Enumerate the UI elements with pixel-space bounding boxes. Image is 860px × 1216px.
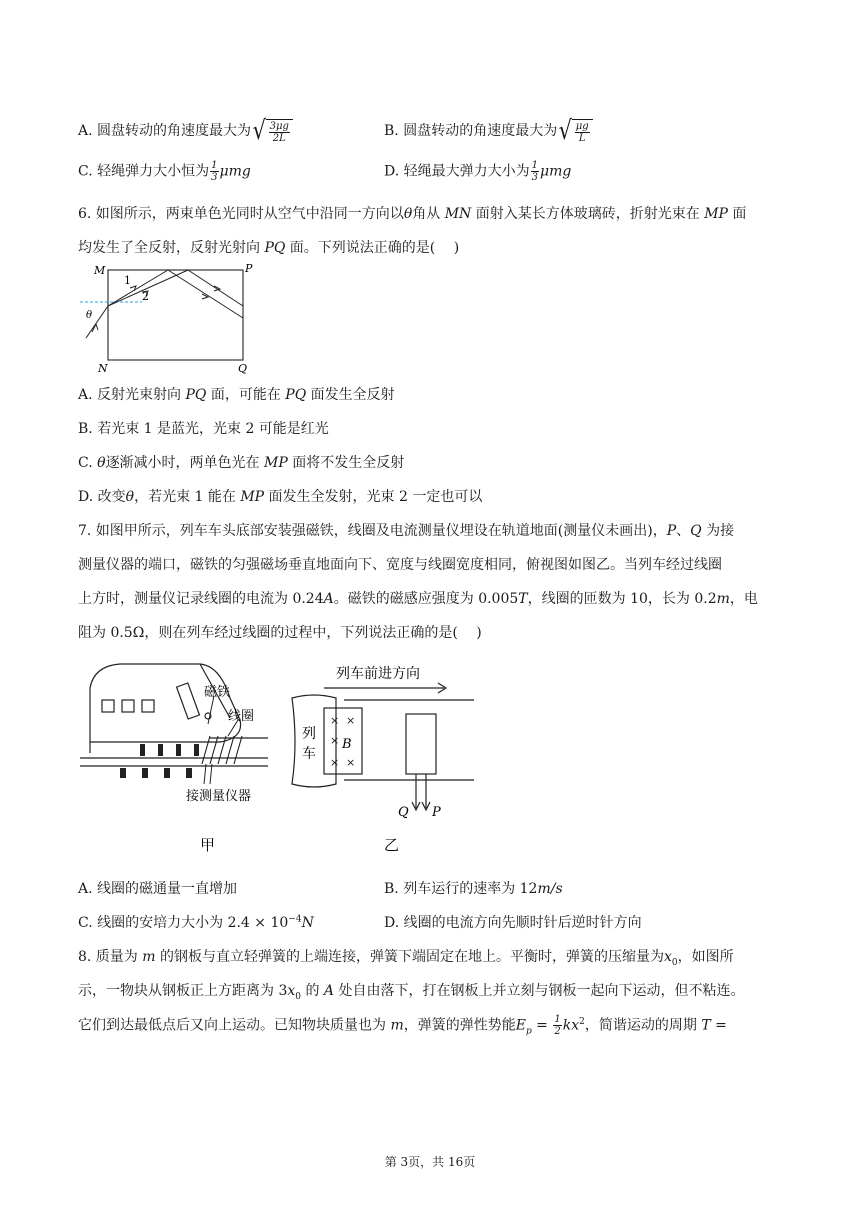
q7-unit: A — [323, 591, 334, 607]
q7-caption-yi: 乙 — [384, 836, 400, 854]
q6-stem-text: 6. 如图所示，两束单色光同时从空气中沿同一方向以 — [78, 206, 404, 222]
q6-stem-text: 角从 — [412, 206, 445, 222]
q7-stem-line2: 测量仪器的端口，磁铁的匀强磁场垂直地面向下、宽度与线圈宽度相同，俯视图如图乙。当列车经过线圈 — [78, 557, 722, 573]
q8-stem-text: 处自由落下，打在钢板上并立刻与钢板一起向下运动，但不粘连。 — [334, 983, 745, 999]
q7-stem-line1 — [78, 520, 734, 540]
q6-option-c-text: 逐渐减小时，两单色光在 — [105, 455, 265, 471]
q7-label-train-2: 车 — [302, 746, 316, 762]
q7-label-direction: 列车前进方向 — [336, 666, 420, 682]
q8-kx-sup: 2 — [579, 1016, 585, 1027]
q7-option-c-text: C. 线圈的安培力大小为 2.4 × 10 — [78, 915, 289, 931]
q6-option-a-pq: PQ — [185, 387, 207, 403]
svg-text:×: × — [330, 714, 340, 727]
q8-x-sub: 0 — [295, 991, 301, 1002]
q8-stem-text: ，弹簧的弹性势能 — [403, 1017, 516, 1034]
q8-e-sub: p — [525, 1026, 532, 1037]
q6-stem-text: 面射入某长方体玻璃砖，折射光束在 — [471, 206, 705, 222]
q7-label-b: B — [342, 737, 352, 752]
q6-option-c-mp: MP — [264, 455, 288, 471]
q7-label-coil: 线圈 — [228, 709, 255, 724]
q6-option-c — [78, 452, 404, 472]
q6-refracted-ray-1 — [108, 270, 168, 306]
q6-option-d-text: 面发生全发射，光束 2 一定也可以 — [264, 489, 483, 505]
q6-label-n: N — [98, 362, 108, 374]
q5-option-a-sqrt: √ $\frac{3\mu g}{2L}$ — [251, 116, 293, 146]
q7-option-c-exp: −4 — [288, 914, 302, 925]
q7-train-window — [142, 700, 154, 712]
q7-stem-line3 — [78, 588, 758, 608]
q7-coil-top-view — [406, 714, 436, 774]
q6-reflected-ray-1 — [168, 270, 243, 318]
q7-train-body — [90, 664, 241, 753]
q8-t: T — [701, 1017, 711, 1034]
q7-stem-text: 、 — [676, 523, 691, 539]
q7-figure-jia — [80, 658, 280, 858]
q7-option-c — [78, 912, 314, 932]
q6-label-2: 2 — [142, 290, 149, 303]
q5-option-b-num: μg — [575, 120, 589, 132]
q7-stem-text: 为接 — [701, 523, 735, 539]
q8-frac-den: 2 — [554, 1026, 561, 1037]
q5-option-b-text: B. 圆盘转动的角速度最大为 — [384, 123, 558, 139]
q6-option-b: B. 若光束 1 是蓝光，光束 2 可能是红光 — [78, 421, 329, 437]
q8-stem-text: 它们到达最低点后又向上运动。已知物块质量也为 — [78, 1017, 391, 1034]
q8-kx: kx — [562, 1017, 580, 1034]
q6-option-a-text: 面发生全反射 — [306, 387, 395, 403]
q5-option-d-tail: μmg — [540, 163, 572, 180]
q7-train-window — [102, 700, 114, 712]
q6-option-c-text: 面将不发生全反射 — [287, 455, 405, 471]
q7-stem-text: 。磁铁的磁感应强度为 0.005 — [333, 591, 519, 607]
q8-stem-line1 — [78, 946, 734, 968]
q6-option-d-text: D. 改变 — [78, 489, 126, 505]
q7-unit: T — [518, 591, 528, 607]
q7-stem-line4: 阻为 0.5Ω，则在列车经过线圈的过程中，下列说法正确的是( ) — [78, 625, 482, 641]
q6-stem-line1 — [78, 203, 746, 223]
q6-label-q: Q — [238, 362, 248, 374]
q5-option-a-den: 2L — [272, 132, 286, 144]
q5-option-b — [384, 116, 593, 146]
q7-option-b-unit: m/s — [537, 881, 563, 897]
q8-a: A — [323, 983, 335, 999]
q6-option-c-text: C. — [78, 455, 98, 471]
q7-label-magnet: 磁铁 — [204, 685, 231, 700]
q7-train-window — [122, 700, 134, 712]
svg-text:×: × — [346, 714, 356, 727]
q5-option-b-den: L — [578, 132, 586, 144]
svg-text:×: × — [330, 734, 340, 747]
q6-stem-text: 面 — [727, 206, 747, 222]
q8-x: x — [287, 983, 296, 999]
q5-option-d — [384, 160, 571, 183]
q6-label-theta: θ — [86, 310, 93, 321]
q6-option-d-text: ，若光束 1 能在 — [134, 489, 241, 505]
q8-stem-text: 示，一物块从钢板正上方距离为 3 — [78, 983, 288, 999]
q6-option-d-mp: MP — [240, 489, 265, 505]
q7-coil — [202, 736, 242, 764]
q7-q: Q — [690, 523, 702, 539]
q8-stem-line3 — [78, 1014, 727, 1037]
q5-option-c — [78, 160, 251, 183]
q7-stem-text: 上方时，测量仪记录线圈的电流为 0.24 — [78, 591, 324, 607]
q8-equals: = — [531, 1017, 553, 1034]
q5-option-d-den: 3 — [531, 172, 539, 183]
q5-option-c-den: 3 — [211, 172, 218, 183]
q7-label-train-1: 列 — [302, 726, 316, 742]
q7-label-p: P — [432, 805, 441, 820]
q7-stem-text: ，线圈的匝数为 10，长为 0.2 — [527, 591, 717, 607]
q6-glass-brick-figure — [78, 258, 268, 374]
q7-train-door — [177, 683, 200, 719]
q6-option-a-text: A. 反射光束射向 — [78, 387, 186, 403]
q5-option-c-num: 1 — [211, 160, 218, 171]
svg-text:×: × — [330, 756, 340, 769]
q7-figure-yi — [284, 658, 484, 858]
q6-option-d-theta: θ — [125, 489, 135, 505]
q8-x-sub: 0 — [671, 957, 678, 968]
q7-option-a: A. 线圈的磁通量一直增加 — [78, 881, 238, 897]
q6-label-1: 1 — [124, 274, 131, 287]
q8-m: m — [142, 949, 156, 965]
q8-m: m — [390, 1017, 404, 1034]
q7-option-b — [384, 878, 563, 898]
q8-stem-text: 的 — [301, 983, 324, 999]
q7-meter-pointer — [210, 764, 212, 784]
q6-stem-line2 — [78, 237, 459, 257]
q8-e: E — [515, 1017, 526, 1034]
q5-option-d-num: 1 — [531, 160, 539, 171]
q6-option-a — [78, 384, 395, 404]
q7-unit: m — [716, 591, 730, 607]
q7-magnet-pointer — [208, 696, 214, 724]
q6-label-m: M — [94, 264, 106, 277]
q7-option-c-unit: N — [301, 915, 314, 931]
q6-mp: MP — [704, 206, 728, 222]
q5-option-b-sqrt: √ $\frac{\mu g}{L}$ — [557, 116, 592, 146]
q5-option-a — [78, 116, 293, 146]
q6-theta: θ — [403, 206, 413, 222]
q6-option-c-theta: θ — [97, 455, 106, 471]
q7-option-d: D. 线圈的电流方向先顺时针后逆时针方向 — [384, 915, 642, 931]
q8-stem-line2 — [78, 980, 744, 1002]
q7-stem-text: 7. 如图甲所示，列车车头底部安装强磁铁，线圈及电流测量仪埋设在轨道地面(测量仪未画出)， — [78, 523, 667, 539]
q5-option-a-text: A. 圆盘转动的角速度最大为 — [78, 123, 252, 139]
q8-stem-text: ，简谐运动的周期 — [584, 1017, 702, 1034]
svg-text:×: × — [346, 756, 356, 769]
q7-option-b-text: B. 列车运行的速率为 12 — [384, 881, 538, 897]
q6-label-p: P — [245, 262, 253, 275]
q7-stem-text: ，电 — [729, 591, 758, 607]
q8-frac-num: 1 — [554, 1014, 561, 1025]
q7-p: P — [666, 523, 677, 539]
q7-sleepers — [120, 744, 199, 778]
q5-option-a-num: 3μg — [269, 120, 289, 132]
q8-stem-text: 8. 质量为 — [78, 949, 143, 965]
q6-pq: PQ — [264, 240, 286, 256]
q8-x: x — [664, 949, 672, 965]
q6-option-a-pq: PQ — [285, 387, 307, 403]
q6-option-a-text: 面，可能在 — [206, 387, 286, 403]
q8-stem-text: 的钢板与直立轻弹簧的上端连接，弹簧下端固定在地上。平衡时，弹簧的压缩量为 — [155, 949, 664, 965]
q6-option-d — [78, 486, 482, 506]
q5-option-d-text: D. 轻绳最大弹力大小为 — [384, 163, 530, 180]
q5-option-c-text: C. 轻绳弹力大小恒为 — [78, 163, 210, 180]
q7-meter-pointer — [204, 764, 206, 784]
q7-label-q: Q — [398, 805, 409, 820]
page-footer: 第 3页，共 16页 — [384, 1155, 476, 1169]
q6-mn: MN — [444, 206, 472, 222]
q5-option-c-tail: μmg — [219, 163, 251, 180]
q6-stem-text: 面。下列说法正确的是( ) — [285, 240, 460, 256]
q7-caption-jia: 甲 — [200, 836, 216, 854]
q6-stem-text: 均发生了全反射，反射光射向 — [78, 240, 265, 256]
q7-label-meter: 接测量仪器 — [186, 789, 252, 804]
q8-equals: = — [710, 1017, 727, 1034]
q8-stem-text: ，如图所 — [677, 949, 734, 965]
